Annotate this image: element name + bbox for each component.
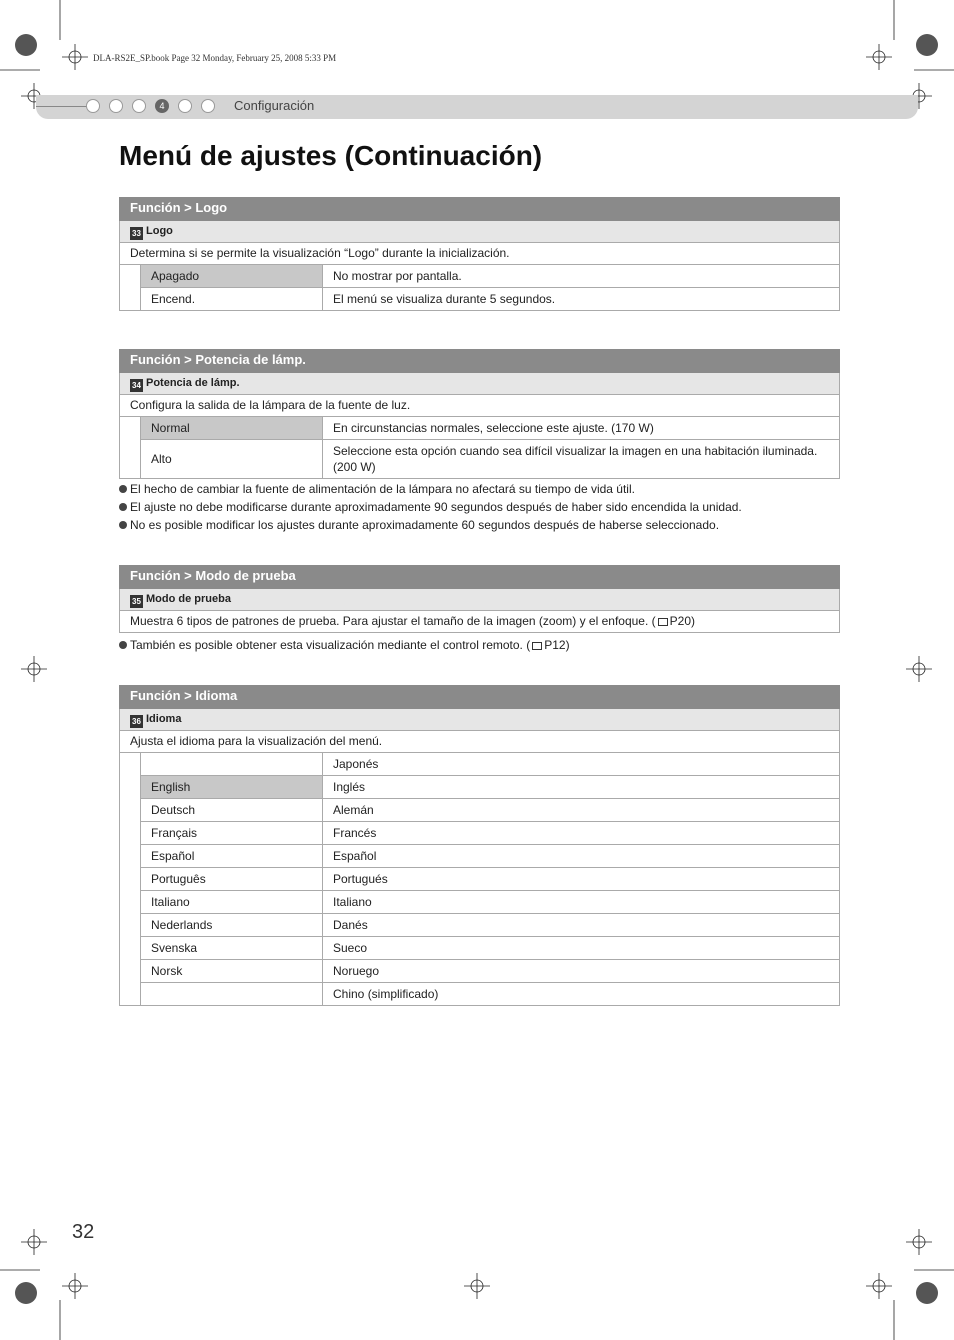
option-desc: En circunstancias normales, seleccione este ajuste. (170 W) — [333, 421, 654, 435]
options-table — [119, 417, 840, 479]
chapter-steps — [86, 99, 215, 113]
page-reference: P20 — [669, 614, 691, 628]
note: No es posible modificar los ajustes durante aproximadamente 60 segundos después de haberse seleccionado. — [119, 516, 840, 534]
test-pattern-notes — [119, 636, 840, 654]
option-desc: Alemán — [333, 803, 374, 817]
option-name: Deutsch — [141, 799, 323, 821]
option-desc: Español — [333, 849, 377, 863]
option-name: Português — [141, 868, 323, 890]
option-desc: Francés — [333, 826, 377, 840]
chapter-step-current: 4 — [155, 99, 169, 113]
test-pattern-block — [119, 565, 840, 633]
item-description: Determina si se permite la visualización “Logo” durante la inicialización. — [119, 243, 840, 265]
item-name: Modo de prueba — [146, 593, 231, 605]
option-row — [141, 937, 839, 960]
option-row — [141, 891, 839, 914]
item-header — [119, 221, 840, 243]
chapter-step — [132, 99, 146, 113]
option-row — [141, 845, 839, 868]
option-name: Encend. — [141, 288, 323, 310]
option-name: Normal — [141, 417, 323, 439]
item-number: 33 — [130, 227, 143, 240]
function-header: Función > Logo — [119, 197, 840, 221]
option-name — [141, 983, 323, 1005]
options-table — [119, 753, 840, 1006]
option-desc: Chino (simplificado) — [333, 987, 439, 1001]
book-icon — [532, 642, 542, 650]
chapter-step — [109, 99, 123, 113]
section-label: Configuración — [234, 98, 315, 113]
option-desc: Noruego — [333, 964, 380, 978]
bullet-icon — [119, 485, 127, 493]
option-row — [141, 822, 839, 845]
option-row — [141, 776, 839, 799]
option-desc: Inglés — [333, 780, 366, 794]
option-row — [141, 799, 839, 822]
function-header: Función > Modo de prueba — [119, 565, 840, 589]
page-reference: P12 — [544, 638, 566, 652]
item-description: Ajusta el idioma para la visualización del menú. — [119, 731, 840, 753]
option-row — [141, 914, 839, 937]
option-desc: Sueco — [333, 941, 368, 955]
page-title: Menú de ajustes (Continuación) — [119, 140, 543, 171]
item-header — [119, 589, 840, 611]
item-header — [119, 709, 840, 731]
option-desc: Japonés — [333, 757, 379, 771]
note: El ajuste no debe modificarse durante aproximadamente 90 segundos después de haber sido encendida la unidad. — [119, 498, 840, 516]
function-header: Función > Idioma — [119, 685, 840, 709]
function-header: Función > Potencia de lámp. — [119, 349, 840, 373]
option-desc: Portugués — [333, 872, 388, 886]
option-desc: No mostrar por pantalla. — [333, 269, 462, 283]
option-desc: Italiano — [333, 895, 372, 909]
option-desc: Seleccione esta opción cuando sea difícil visualizar la imagen en una habitación iluminada. (200 W) — [333, 444, 818, 474]
option-desc: El menú se visualiza durante 5 segundos. — [333, 292, 556, 306]
option-desc: Danés — [333, 918, 368, 932]
language-block — [119, 685, 840, 1006]
chapter-step — [178, 99, 192, 113]
option-name — [141, 753, 323, 775]
option-name: English — [141, 776, 323, 798]
option-row — [141, 753, 839, 776]
page-number: 32 — [72, 1221, 95, 1243]
note: También es posible obtener esta visualización mediante el control remoto. ( P12) — [119, 636, 840, 654]
print-info: DLA-RS2E_SP.book Page 32 Monday, February 25, 2008 5:33 PM — [93, 53, 337, 63]
option-name: Italiano — [141, 891, 323, 913]
option-name: Español — [141, 845, 323, 867]
item-number: 34 — [130, 379, 143, 392]
item-description: Muestra 6 tipos de patrones de prueba. Para ajustar el tamaño de la imagen (zoom) y el enfoque. ( P20) — [119, 611, 840, 633]
option-name: Alto — [141, 440, 323, 478]
item-name: Logo — [146, 225, 173, 237]
item-header — [119, 373, 840, 395]
bullet-icon — [119, 503, 127, 511]
item-number: 36 — [130, 715, 143, 728]
chapter-step — [86, 99, 100, 113]
item-name: Idioma — [146, 713, 182, 725]
item-number: 35 — [130, 595, 143, 608]
option-name: Svenska — [141, 937, 323, 959]
option-row — [141, 983, 839, 1005]
option-name: Apagado — [141, 265, 323, 287]
note: El hecho de cambiar la fuente de alimentación de la lámpara no afectará su tiempo de vida útil. — [119, 480, 840, 498]
option-row — [141, 288, 839, 310]
option-row — [141, 265, 839, 288]
lamp-block — [119, 349, 840, 479]
item-name: Potencia de lámp. — [146, 377, 240, 389]
book-icon — [658, 618, 668, 626]
option-name: Norsk — [141, 960, 323, 982]
option-row — [141, 868, 839, 891]
item-description: Configura la salida de la lámpara de la fuente de luz. — [119, 395, 840, 417]
bullet-icon — [119, 521, 127, 529]
logo-block — [119, 197, 840, 311]
option-row — [141, 417, 839, 440]
chapter-step — [201, 99, 215, 113]
bullet-icon — [119, 641, 127, 649]
option-row — [141, 960, 839, 983]
option-row — [141, 440, 839, 478]
option-name: Français — [141, 822, 323, 844]
option-name: Nederlands — [141, 914, 323, 936]
options-table — [119, 265, 840, 311]
lamp-notes — [119, 480, 840, 534]
